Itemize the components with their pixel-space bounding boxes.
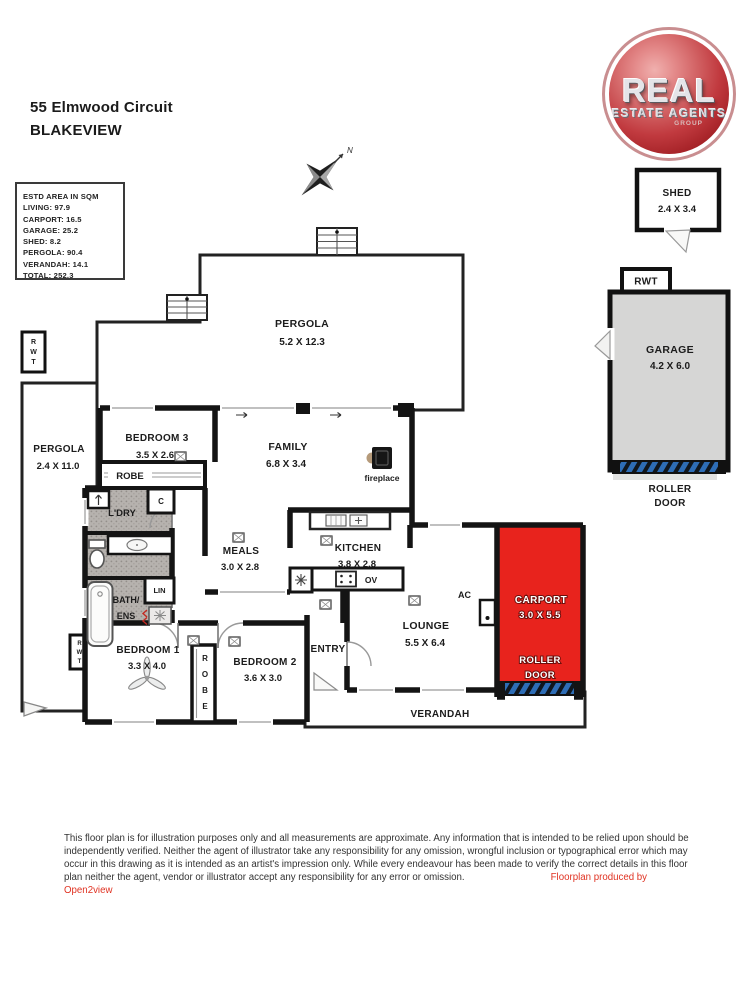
lounge-label: LOUNGE xyxy=(402,620,450,632)
robe-label: ROBE xyxy=(116,471,144,482)
shed-building xyxy=(637,170,719,252)
shed-label: SHED xyxy=(662,188,692,199)
laundry-label: L'DRY xyxy=(108,508,136,519)
entry-label: ENTRY xyxy=(310,644,346,655)
area-row-total: TOTAL: 252.3 xyxy=(23,271,74,281)
area-row-title: ESTD AREA IN SQM xyxy=(23,192,99,201)
bedroom3-label: BEDROOM 3 xyxy=(125,433,189,444)
lounge-dims: 5.5 X 6.4 xyxy=(404,638,446,649)
wall-post xyxy=(296,403,310,414)
bedroom1-label: BEDROOM 1 xyxy=(116,645,180,656)
carport-dims: 3.0 X 5.5 xyxy=(519,610,561,621)
fireplace-label: fireplace xyxy=(364,473,400,483)
garage-label: GARAGE xyxy=(646,344,694,356)
vanity-basin xyxy=(108,536,172,554)
garage-roller-door xyxy=(618,461,721,473)
oven-label: OV xyxy=(364,575,378,585)
carport-label: CARPORT xyxy=(514,595,568,606)
toilet-icon xyxy=(89,540,105,568)
pergola-left-label: PERGOLA xyxy=(33,444,85,455)
window xyxy=(357,687,395,694)
kitchen-label: KITCHEN xyxy=(334,543,382,554)
carport-roller-label-line1: ROLLER xyxy=(519,655,561,666)
garage-building xyxy=(595,269,728,509)
shed-door-leaf xyxy=(666,230,690,252)
garage-rwt-box xyxy=(622,269,670,292)
pergola-top-dims: 5.2 X 12.3 xyxy=(279,337,325,348)
rainwater-tank-box xyxy=(22,332,45,372)
bedroom2-label: BEDROOM 2 xyxy=(233,657,297,668)
robe-closet xyxy=(100,462,205,488)
ac-label: AC xyxy=(458,590,471,600)
linen-closet xyxy=(145,578,174,603)
window xyxy=(237,719,273,726)
garage-shadow xyxy=(613,473,717,480)
kitchen-sink-counter xyxy=(310,512,390,529)
area-row-pergola: PERGOLA: 90.4 xyxy=(23,248,83,258)
shed-dims: 2.4 X 3.4 xyxy=(657,204,697,215)
family-dims: 6.8 X 3.4 xyxy=(265,459,307,470)
area-row-garage: GARAGE: 25.2 xyxy=(23,225,79,235)
washing-machine-icon xyxy=(88,491,109,508)
meals-label: MEALS xyxy=(222,546,260,557)
kitchen-dims: 3.8 X 2.8 xyxy=(337,559,377,570)
oven-counter xyxy=(312,568,403,590)
linen-label: LIN xyxy=(153,586,166,595)
cooktop-icon xyxy=(290,568,312,592)
compass-north-label: N xyxy=(347,146,353,155)
disclaimer xyxy=(64,832,694,897)
producer-credit: Floorplan produced by Open2view xyxy=(64,872,648,896)
window xyxy=(112,719,156,726)
agency-logo-subtitle: ESTATE AGENTS xyxy=(611,107,727,120)
pergola-top-label: PERGOLA xyxy=(274,318,330,330)
window xyxy=(428,522,462,529)
area-row-living: LIVING: 97.9 xyxy=(23,203,71,213)
cased-opening xyxy=(218,589,287,596)
pergola-left-dims: 2.4 X 11.0 xyxy=(36,461,80,472)
family-label: FAMILY xyxy=(268,441,308,453)
bath-label-line1: BATH/ xyxy=(112,595,140,605)
pergola-top-area xyxy=(97,255,463,410)
bedroom2-dims: 3.6 X 3.0 xyxy=(243,673,283,684)
bedroom1-dims: 3.3 X 4.0 xyxy=(127,661,167,672)
closet-c-label: C xyxy=(158,497,164,506)
verandah-label: VERANDAH xyxy=(410,709,470,720)
garage-roller-label-line2: DOOR xyxy=(654,498,686,509)
carport-roller-door xyxy=(504,682,576,695)
garage-door-leaf xyxy=(595,331,610,359)
meals-dims: 3.0 X 2.8 xyxy=(220,562,260,573)
window xyxy=(420,687,466,694)
robe-vertical-label: R O B E xyxy=(201,654,209,711)
wall-post xyxy=(398,403,414,417)
steps-icon xyxy=(167,295,207,320)
address-line2: BLAKEVIEW xyxy=(30,122,122,139)
bath-label-line2: ENS xyxy=(116,611,136,621)
rwt-label-vertical: R W T xyxy=(30,339,37,366)
compass-icon xyxy=(288,145,353,209)
pergola-door-leaf xyxy=(24,702,46,716)
garage-roller-label-line1: ROLLER xyxy=(648,484,692,495)
wall-post xyxy=(574,681,582,696)
address-line1: 55 Elmwood Circuit xyxy=(30,99,173,116)
bathtub-icon xyxy=(88,582,113,646)
closet-c xyxy=(148,489,174,513)
window xyxy=(110,405,155,412)
bedroom3-dims: 3.5 X 2.6 xyxy=(135,450,175,461)
agency-logo-group: GROUP xyxy=(674,119,703,127)
area-row-verandah: VERANDAH: 14.1 xyxy=(23,259,89,269)
rwt-label-vertical: R W T xyxy=(76,641,83,665)
disclaimer-text: This floor plan is for illustration purposes only and all measurements are approximate. Any information that is intended to be relied upon should be independently verified. Neither the agent of illustrator take any responsibility for any omission, wrongful inclusion or typographical error which may occur in this drawing as it is intended as an artist's impression only. While every endeavour has been made to verify the correct details in this floor plan neither the agent, vendor or illustrator accept any responsibility for any error or omission. xyxy=(64,833,689,883)
wall-post xyxy=(499,681,505,696)
robe-vertical xyxy=(192,645,215,722)
area-row-shed: SHED: 8.2 xyxy=(23,237,62,247)
carport-roller-label-line2: DOOR xyxy=(524,670,556,681)
steps-icon xyxy=(317,228,357,255)
ac-unit-icon xyxy=(480,600,495,625)
garage-rwt-label: RWT xyxy=(634,276,658,288)
garage-dims: 4.2 X 6.0 xyxy=(649,361,691,372)
area-row-carport: CARPORT: 16.5 xyxy=(23,214,82,224)
agency-logo-name: REAL xyxy=(622,71,716,109)
